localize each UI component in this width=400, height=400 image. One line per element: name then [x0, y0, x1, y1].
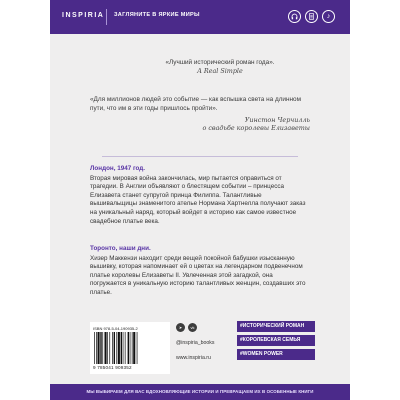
barcode-stripe [94, 332, 95, 364]
synopsis-body: Хизер Маккензи находит среди вещей покойной бабушки изысканную вышивку, которая напоминает ей о цветах на легендарном подвенечном платье королевы Елизаветы II. Увлеченная этой загадкой, она погружается в уникальную историю талантливых женщин, создавших это платье. [90, 254, 306, 296]
bottom-banner [50, 384, 350, 400]
quote-source: A Real Simple [197, 67, 243, 76]
brand-tagline: ЗАГЛЯНИТЕ В ЯРКИЕ МИРЫ [114, 12, 200, 18]
barcode-stripe [133, 332, 135, 364]
hashtag: #ИСТОРИЧЕСКИЙ РОМАН [237, 321, 315, 332]
quote-text: «Лучший исторический роман года». [165, 59, 275, 66]
synopsis-london [90, 165, 310, 226]
barcode-stripe [132, 332, 133, 364]
barcode-stripe [116, 332, 117, 364]
synopsis-heading: Лондон, 1947 год. [90, 165, 146, 172]
bottom-slogan: МЫ ВЫБИРАЕМ ДЛЯ ВАС ВДОХНОВЛЯЮЩИЕ ИСТОРИИ И ПРЕВРАЩАЕМ ИХ В ОСОБЕННЫЕ КНИГИ [86, 389, 314, 394]
barcode-stripe [121, 332, 122, 364]
quote-review [120, 58, 320, 76]
barcode-stripe [137, 332, 138, 364]
website-link[interactable]: www.inspiria.ru [176, 355, 211, 361]
isbn-text: ISBN 978-5-04-190935-2 [93, 326, 138, 331]
top-banner [50, 0, 350, 34]
barcode-stripe [107, 332, 108, 364]
social-handle[interactable]: @inspiria_books [176, 340, 215, 346]
barcode-stripe [123, 332, 124, 364]
format-icons [288, 10, 335, 23]
quote-author: Уинстон Черчилль [244, 116, 310, 125]
barcode-stripe [105, 332, 107, 364]
barcode-stripe [125, 332, 126, 364]
quote-text: «Для миллионов людей это событие — как вспышка света на длинном пути, что им в эти годы пришлось пройти». [90, 96, 301, 113]
music-note-icon: ♪ [322, 10, 335, 23]
barcode-stripe [118, 332, 120, 364]
synopsis-toronto [90, 245, 310, 298]
section-divider [102, 156, 298, 157]
social-icons [176, 323, 197, 332]
document-icon [305, 10, 318, 23]
quote-author-note: о свадьбе королевы Елизаветы [202, 124, 310, 133]
barcode-stripe [128, 332, 129, 364]
quote-churchill [90, 95, 310, 132]
barcode-stripe [114, 332, 115, 364]
hashtag: #WOMEN POWER [237, 349, 315, 360]
barcode-stripe [130, 332, 131, 364]
barcode-stripe [102, 332, 103, 364]
barcode-stripe [109, 332, 110, 364]
vk-icon[interactable]: vk [188, 323, 197, 332]
quote-source [90, 116, 310, 132]
barcode-stripe [100, 332, 101, 364]
book-back-cover [50, 0, 350, 400]
telegram-icon[interactable]: ➤ [176, 323, 185, 332]
headphones-icon [288, 10, 301, 23]
barcode-stripe [98, 332, 100, 364]
barcode-stripe [112, 332, 113, 364]
barcode-bars [93, 332, 165, 364]
hashtag: #КОРОЛЕВСКАЯ СЕМЬЯ [237, 335, 315, 346]
barcode-stripe [96, 332, 97, 364]
banner-divider [106, 9, 107, 25]
barcode-number: 9 785041 909352 [93, 365, 132, 370]
brand-logo: INSPIRIA [62, 12, 105, 19]
synopsis-heading: Торонто, наши дни. [90, 245, 151, 252]
hashtag-list [237, 321, 315, 363]
synopsis-body: Вторая мировая война закончилась, мир пытается оправиться от трагедии. В Англии объявляют о блестящем событии – принцесса Елизавета станет супругой принца Филиппа. Талантливые вышивальщицы знаменитого ателье Нормана Хартнелла получают заказ на уникальный наряд, который войдет в историю как самое известное свадебное платье века. [90, 174, 306, 225]
barcode [90, 322, 170, 374]
